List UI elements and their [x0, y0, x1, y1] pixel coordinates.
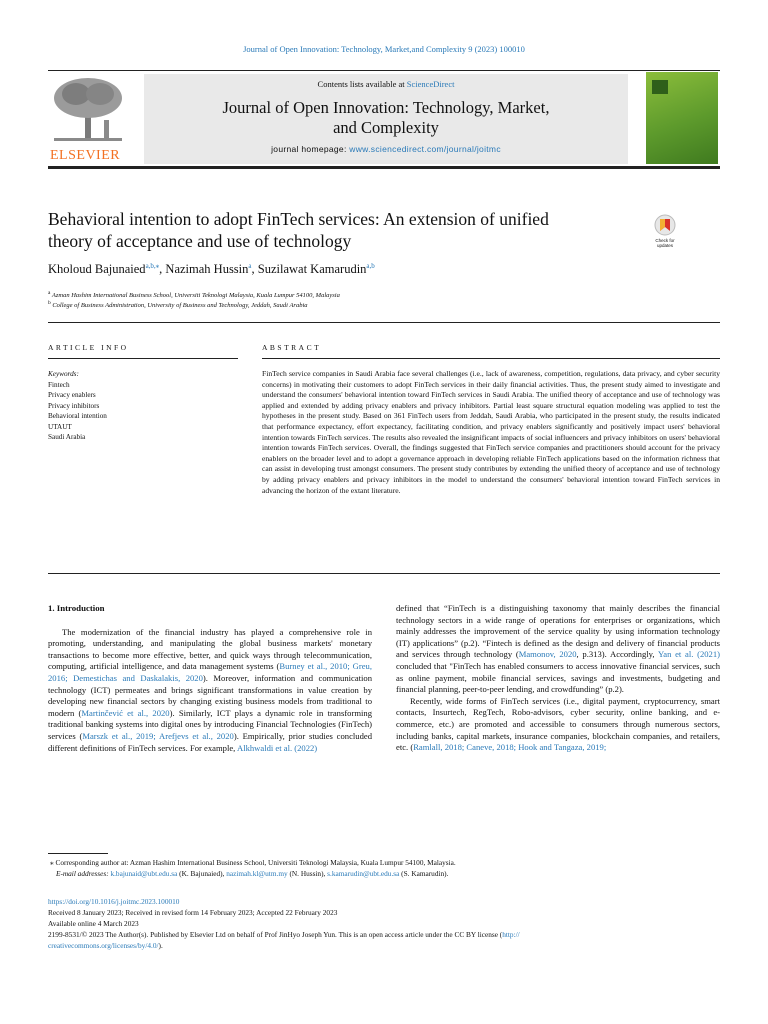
header-divider: [48, 322, 720, 323]
body-paragraph: [396, 696, 720, 754]
email-owner: (K. Bajunaied),: [177, 869, 227, 878]
cover-emblem-icon: [652, 80, 668, 94]
paragraph-text: concluded that "FinTech has enabled consumers to access innovative financial services, such as online payment, mobile financial services, savings and investments, budgeting and financial planning, peer-to-peer lending, and crowdfunding” (p.2).: [396, 660, 720, 695]
author-list: [48, 262, 375, 277]
keyword-item[interactable]: UTAUT: [48, 422, 72, 431]
article-title-line2: theory of acceptance and use of technology: [48, 231, 352, 251]
available-online: Available online 4 March 2023: [48, 919, 139, 928]
email-label: E-mail addresses:: [56, 869, 109, 878]
body-column-right: [396, 603, 720, 754]
author-affiliation-mark[interactable]: a,b: [366, 262, 375, 270]
masthead-bottom-rule: [48, 166, 720, 169]
affiliation-text: Azman Hashim International Business School, Universiti Teknologi Malaysia, Kuala Lumpur 54100, Malaysia: [51, 292, 340, 300]
affiliation: [48, 300, 308, 309]
paragraph-text: ). Empirically, prior studies concluded different definitions of FinTech services. For example,: [48, 730, 372, 753]
email-owner: (S. Kamarudin).: [399, 869, 449, 878]
email-link[interactable]: s.kamarudin@ubt.edu.sa: [327, 869, 400, 878]
crossmark-label-2: updates: [656, 243, 673, 248]
paragraph-text: Recently, wide forms of FinTech services (i.e., digital payment, cryptocurrency, smart contacts, Insurtech, RegTech, Robo-advisors, cyber security, online banking, and e-commerce, etc.) are promoted and accessible to consumers through numerous sectors, including banks, capital markets, insurance companies, blockchain companies, and retailers, etc. (: [396, 695, 720, 753]
article-title: [48, 208, 608, 252]
check-for-updates-badge[interactable]: [646, 214, 684, 254]
author-name[interactable]: Suzilawat Kamarudin: [257, 262, 367, 277]
email-link[interactable]: nazimah.kl@utm.my: [226, 869, 288, 878]
spacer: [48, 615, 372, 627]
citation-link[interactable]: Yan et al. (2021): [657, 649, 720, 660]
citation-link[interactable]: Martinčević et al., 2020: [81, 707, 170, 718]
paragraph-text: defined that “FinTech is a distinguishing taxonomy that mainly describes the financial technology sectors in a wide range of operations for enterprises or organizations, which mainly addresses the improvement of the service quality by using information technology (IT) applications” (p.2). “Fintech is defined as the design and delivery of financial products and services through technology (: [396, 603, 720, 660]
keywords-label: Keywords:: [48, 370, 79, 378]
sciencedirect-link[interactable]: ScienceDirect: [406, 79, 455, 89]
journal-title: [144, 98, 628, 138]
journal-homepage: [144, 144, 628, 154]
keyword-item[interactable]: Privacy inhibitors: [48, 401, 100, 410]
article-info-heading: ARTICLE INFO: [48, 343, 129, 352]
abstract-text: FinTech service companies in Saudi Arabia face several challenges (i.e., lack of awareness, competition, regulations, data privacy, and cyber security concerns) in motivating their customers to adopt FinTech services in their daily financial activities. Thus, the present study aimed to investigate and understand the consumers' behavioral intention toward FinTech services in Saudi Arabia. The unified theory of acceptance and use of technology was applied and extended by adding privacy enablers and privacy inhibitors. Partial least square structural equation modeling was applied to test the hypotheses in the present study. Based on 361 FinTech users from Jeddah, Saudi Arabia, who participated in the present study, the results indicated that performance expectancy, effort expectancy, facilitating condition, and privacy enablers significantly and positively impact users' behavioral intention towards FinTech services. The results also revealed the insignificant impacts of social influencers and privacy inhibitors on users' behavioral intention towards FinTech services. Overall, the findings suggested that FinTech service companies and practitioners should account for the privacy enablers on the broader level and to adopt a governance approach in developing reliable FinTech applications based on the information richness that can assist in developing trust amongst consumers. The present study contributes by extending the unified theory of acceptance and use of technology by adding privacy enablers and privacy inhibitors in the model to understand the consumers' behavioral intention toward FinTech services in advancing the horizon of the extant literature.: [262, 369, 720, 495]
contents-line: [144, 79, 628, 89]
citation-link[interactable]: Alkhwaldi et al. (2022): [236, 742, 318, 753]
email-link[interactable]: k.bajunaid@ubt.edu.sa: [110, 869, 178, 878]
article-info-rule: [48, 358, 238, 359]
paragraph-text: The modernization of the financial industry has played a comprehensive role in promoting, understanding, and manipulating the global business markets' monetary transactions to become more effective, better, and quick ways through telecommunication, computing, artificial intelligence, and data management systems (: [48, 626, 372, 672]
paragraph-text: ). Moreover, information and communication technology (ICT) permeates and brings significant transformations in value creation by developing new financial sectors by changing existing business models from traditional to modern (: [48, 672, 373, 718]
received-dates: Received 8 January 2023; Received in revised form 14 February 2023; Accepted 22 February 2023: [48, 908, 338, 917]
citation-link[interactable]: Burney et al., 2010; Greu, 2016; Demestichas and Daskalakis, 2020: [48, 661, 372, 683]
elsevier-tree-icon: [48, 76, 128, 146]
masthead-top-rule: [48, 70, 720, 71]
affiliation-mark: a: [48, 290, 51, 296]
license-statement-cont: [48, 940, 720, 951]
article-title-line1: Behavioral intention to adopt FinTech services: An extension of unified: [48, 209, 549, 229]
author-separator: ,: [159, 262, 166, 277]
affiliation-text: College of Business Administration, University of Business and Technology, Jeddah, Saudi Arabia: [52, 302, 308, 310]
citation-link[interactable]: Mamonov, 2020: [518, 649, 577, 660]
crossmark-label-1: Check for: [655, 238, 675, 243]
abstract-heading: ABSTRACT: [262, 343, 322, 352]
running-head[interactable]: Journal of Open Innovation: Technology, Market,and Complexity 9 (2023) 100010: [243, 44, 525, 54]
author-separator: ,: [251, 262, 258, 277]
license-text: ).: [158, 941, 163, 950]
elsevier-logo: [48, 76, 130, 164]
email-owner: (N. Hussin),: [287, 869, 328, 878]
abstract-bottom-rule: [48, 573, 720, 574]
keyword-item[interactable]: Saudi Arabia: [48, 433, 86, 441]
journal-title-line2: and Complexity: [333, 118, 439, 137]
footnote-rule: [48, 853, 108, 854]
publisher-logo-text: ELSEVIER: [50, 148, 121, 163]
body-paragraph: [48, 627, 372, 755]
author-name[interactable]: Nazimah Hussin: [165, 262, 249, 277]
license-text: 2199-8531/© 2023 The Author(s). Published by Elsevier Ltd on behalf of Prof JinHyo Joseph Yun. This is an open access article under the CC BY license (: [48, 930, 503, 939]
body-column-left: [48, 603, 372, 754]
crossmark-icon: [654, 214, 676, 238]
affiliation: [48, 290, 340, 299]
license-statement: [48, 929, 720, 940]
license-link[interactable]: http://: [502, 930, 520, 939]
citation-link[interactable]: Marszk et al., 2019; Arefjevs et al., 2020: [82, 730, 234, 741]
section-heading: 1. Introduction: [48, 603, 105, 613]
author-affiliation-mark[interactable]: a: [248, 262, 252, 270]
homepage-prefix: journal homepage:: [271, 144, 350, 154]
author-name[interactable]: Kholoud Bajunaied: [48, 262, 146, 277]
body-paragraph: [396, 603, 720, 696]
keywords-block: [48, 369, 238, 443]
email-line: [50, 868, 720, 879]
corresponding-author-note: ⁎ Corresponding author at: Azman Hashim International Business School, Universiti Teknologi Malaysia, Kuala Lumpur 54100, Malaysia.: [50, 858, 456, 867]
publication-info: [48, 896, 720, 951]
citation-link[interactable]: Ramlall, 2018; Caneve, 2018; Hook and Tangaza, 2019;: [413, 742, 607, 753]
doi-link[interactable]: https://doi.org/10.1016/j.joitmc.2023.100010: [48, 897, 180, 906]
keyword-item[interactable]: Privacy enablers: [48, 391, 96, 399]
masthead-banner: [144, 74, 628, 164]
affiliation-mark: b: [48, 300, 51, 306]
homepage-link[interactable]: www.sciencedirect.com/journal/joitmc: [349, 144, 501, 154]
keyword-item[interactable]: Behavioral intention: [48, 412, 107, 420]
journal-cover-image[interactable]: [646, 72, 718, 164]
author-affiliation-mark[interactable]: a,b,⁎: [145, 262, 160, 270]
abstract-rule: [262, 358, 720, 359]
footnotes: [50, 857, 720, 879]
license-link[interactable]: creativecommons.org/licenses/by/4.0/: [48, 941, 159, 950]
contents-prefix: Contents lists available at: [317, 79, 407, 89]
keyword-item[interactable]: Fintech: [48, 380, 70, 389]
paragraph-text: , p.313). Accordingly,: [576, 649, 658, 660]
journal-title-line1: Journal of Open Innovation: Technology, Market,: [222, 98, 550, 117]
paragraph-text: ). Similarly, ICT plays a dynamic role in transforming traditional banking systems into digital ones by introducing Financial Technologies (FinTech) services (: [48, 707, 373, 741]
